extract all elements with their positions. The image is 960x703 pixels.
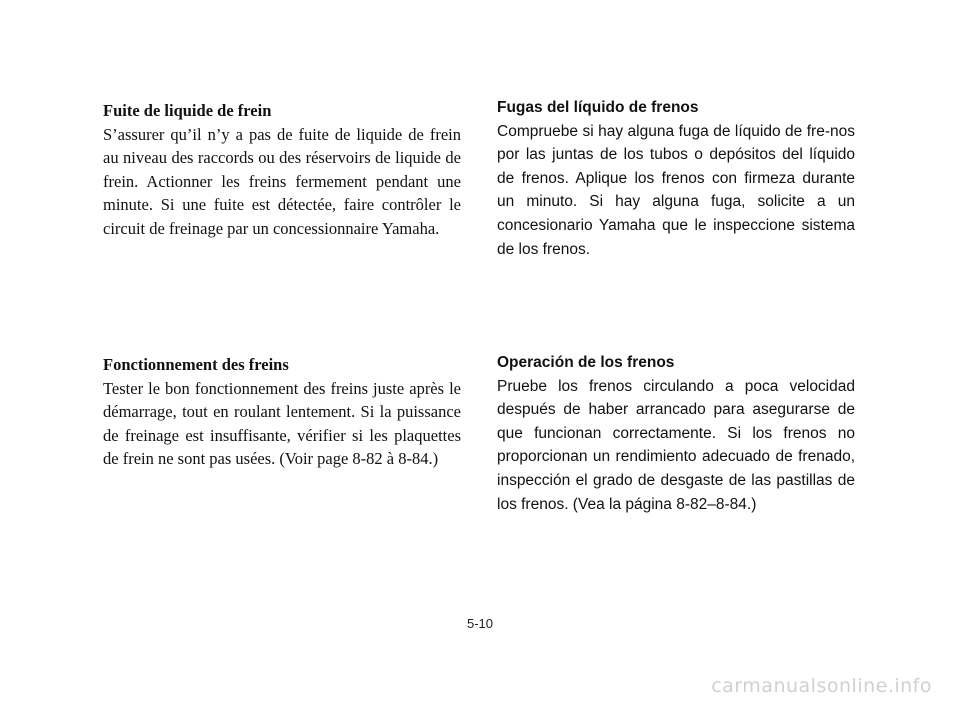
spanish-leak-heading: Fugas del líquido de frenos bbox=[497, 99, 699, 116]
french-operation-paragraph: Tester le bon fonctionnement des freins juste après le démarrage, tout en roulant lentement. Si la puissance de freinage est insuffisante, vérifier si les plaquettes de frein ne sont pas usées. (Voir page 8-82 à 8-84.) bbox=[103, 378, 461, 469]
watermark: carmanualsonline.info bbox=[711, 675, 932, 697]
page-number: 5-10 bbox=[466, 616, 494, 631]
french-operation-heading: Fonctionnement des freins bbox=[103, 355, 289, 374]
french-brake-operation-section bbox=[103, 353, 461, 471]
french-brake-fluid-leak-section bbox=[103, 99, 461, 241]
french-leak-paragraph: S’assurer qu’il n’y a pas de fuite de liquide de frein au niveau des raccords ou des réservoirs de liquide de frein. Actionner les freins fermement pendant une minute. Si une fuite est détectée, faire contrôler le circuit de freinage par un concessionnaire Yamaha. bbox=[103, 124, 461, 238]
spanish-brake-fluid-leak-section bbox=[497, 96, 855, 261]
spanish-leak-paragraph: Compruebe si hay alguna fuga de líquido de fre-nos por las juntas de los tubos o depósitos del líquido de frenos. Aplique los frenos con firmeza durante un minuto. Si hay alguna fuga, solicite a un concesionario Yamaha que le inspeccione sistema de los frenos. bbox=[497, 122, 855, 258]
spanish-brake-operation-section bbox=[497, 351, 855, 516]
spanish-operation-paragraph: Pruebe los frenos circulando a poca velocidad después de haber arrancado para asegurarse de que funcionan correctamente. Si los frenos no proporcionan un rendimiento adecuado de frenado, inspección el grado de desgaste de las pastillas de los frenos. (Vea la página 8-82–8-84.) bbox=[497, 377, 855, 513]
spanish-operation-heading: Operación de los frenos bbox=[497, 354, 675, 371]
french-leak-heading: Fuite de liquide de frein bbox=[103, 101, 272, 120]
